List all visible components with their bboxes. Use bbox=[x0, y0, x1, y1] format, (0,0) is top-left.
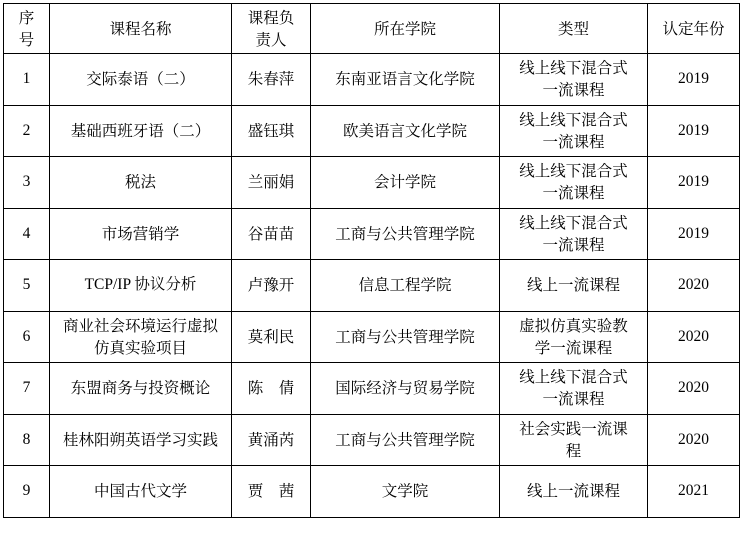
cell-year: 2021 bbox=[648, 466, 740, 518]
cell-leader: 贾 茜 bbox=[232, 466, 311, 518]
cell-year: 2020 bbox=[648, 414, 740, 466]
cell-college: 国际经济与贸易学院 bbox=[311, 363, 500, 415]
table-row bbox=[4, 260, 740, 312]
header-index: 序号 bbox=[4, 4, 50, 54]
cell-course: TCP/IP 协议分析 bbox=[50, 260, 232, 312]
cell-index: 9 bbox=[4, 466, 50, 518]
header-leader: 课程负责人 bbox=[232, 4, 311, 54]
cell-type: 线上线下混合式一流课程 bbox=[500, 208, 648, 260]
cell-college: 会计学院 bbox=[311, 157, 500, 209]
cell-college: 东南亚语言文化学院 bbox=[311, 54, 500, 106]
cell-year: 2019 bbox=[648, 54, 740, 106]
cell-course: 市场营销学 bbox=[50, 208, 232, 260]
cell-year: 2020 bbox=[648, 311, 740, 363]
cell-type: 虚拟仿真实验教学一流课程 bbox=[500, 311, 648, 363]
cell-leader: 陈 倩 bbox=[232, 363, 311, 415]
cell-college: 欧美语言文化学院 bbox=[311, 105, 500, 157]
cell-leader: 莫利民 bbox=[232, 311, 311, 363]
cell-year: 2020 bbox=[648, 363, 740, 415]
cell-year: 2019 bbox=[648, 208, 740, 260]
header-college: 所在学院 bbox=[311, 4, 500, 54]
cell-index: 5 bbox=[4, 260, 50, 312]
header-year: 认定年份 bbox=[648, 4, 740, 54]
cell-course: 税法 bbox=[50, 157, 232, 209]
table-row bbox=[4, 54, 740, 106]
cell-leader: 谷苗苗 bbox=[232, 208, 311, 260]
cell-index: 4 bbox=[4, 208, 50, 260]
cell-year: 2019 bbox=[648, 105, 740, 157]
cell-college: 工商与公共管理学院 bbox=[311, 311, 500, 363]
table-row bbox=[4, 157, 740, 209]
cell-course: 基础西班牙语（二） bbox=[50, 105, 232, 157]
cell-type: 社会实践一流课程 bbox=[500, 414, 648, 466]
cell-index: 6 bbox=[4, 311, 50, 363]
header-course: 课程名称 bbox=[50, 4, 232, 54]
table-row bbox=[4, 105, 740, 157]
cell-type: 线上一流课程 bbox=[500, 260, 648, 312]
cell-leader: 盛钰琪 bbox=[232, 105, 311, 157]
cell-type: 线上线下混合式一流课程 bbox=[500, 54, 648, 106]
table-row bbox=[4, 414, 740, 466]
cell-type: 线上线下混合式一流课程 bbox=[500, 105, 648, 157]
cell-course: 东盟商务与投资概论 bbox=[50, 363, 232, 415]
cell-year: 2020 bbox=[648, 260, 740, 312]
cell-type: 线上线下混合式一流课程 bbox=[500, 363, 648, 415]
cell-type: 线上线下混合式一流课程 bbox=[500, 157, 648, 209]
cell-index: 2 bbox=[4, 105, 50, 157]
header-row bbox=[4, 4, 740, 54]
table-row bbox=[4, 363, 740, 415]
cell-leader: 黄涌芮 bbox=[232, 414, 311, 466]
cell-course: 交际泰语（二） bbox=[50, 54, 232, 106]
table-row bbox=[4, 311, 740, 363]
cell-index: 3 bbox=[4, 157, 50, 209]
cell-leader: 兰丽娟 bbox=[232, 157, 311, 209]
course-table bbox=[3, 3, 740, 518]
cell-college: 工商与公共管理学院 bbox=[311, 208, 500, 260]
header-type: 类型 bbox=[500, 4, 648, 54]
cell-year: 2019 bbox=[648, 157, 740, 209]
table-row bbox=[4, 466, 740, 518]
cell-leader: 朱春萍 bbox=[232, 54, 311, 106]
cell-course: 桂林阳朔英语学习实践 bbox=[50, 414, 232, 466]
cell-college: 文学院 bbox=[311, 466, 500, 518]
cell-index: 7 bbox=[4, 363, 50, 415]
cell-leader: 卢豫开 bbox=[232, 260, 311, 312]
cell-course: 商业社会环境运行虚拟仿真实验项目 bbox=[50, 311, 232, 363]
cell-type: 线上一流课程 bbox=[500, 466, 648, 518]
cell-college: 信息工程学院 bbox=[311, 260, 500, 312]
cell-index: 1 bbox=[4, 54, 50, 106]
cell-course: 中国古代文学 bbox=[50, 466, 232, 518]
cell-index: 8 bbox=[4, 414, 50, 466]
cell-college: 工商与公共管理学院 bbox=[311, 414, 500, 466]
table-row bbox=[4, 208, 740, 260]
